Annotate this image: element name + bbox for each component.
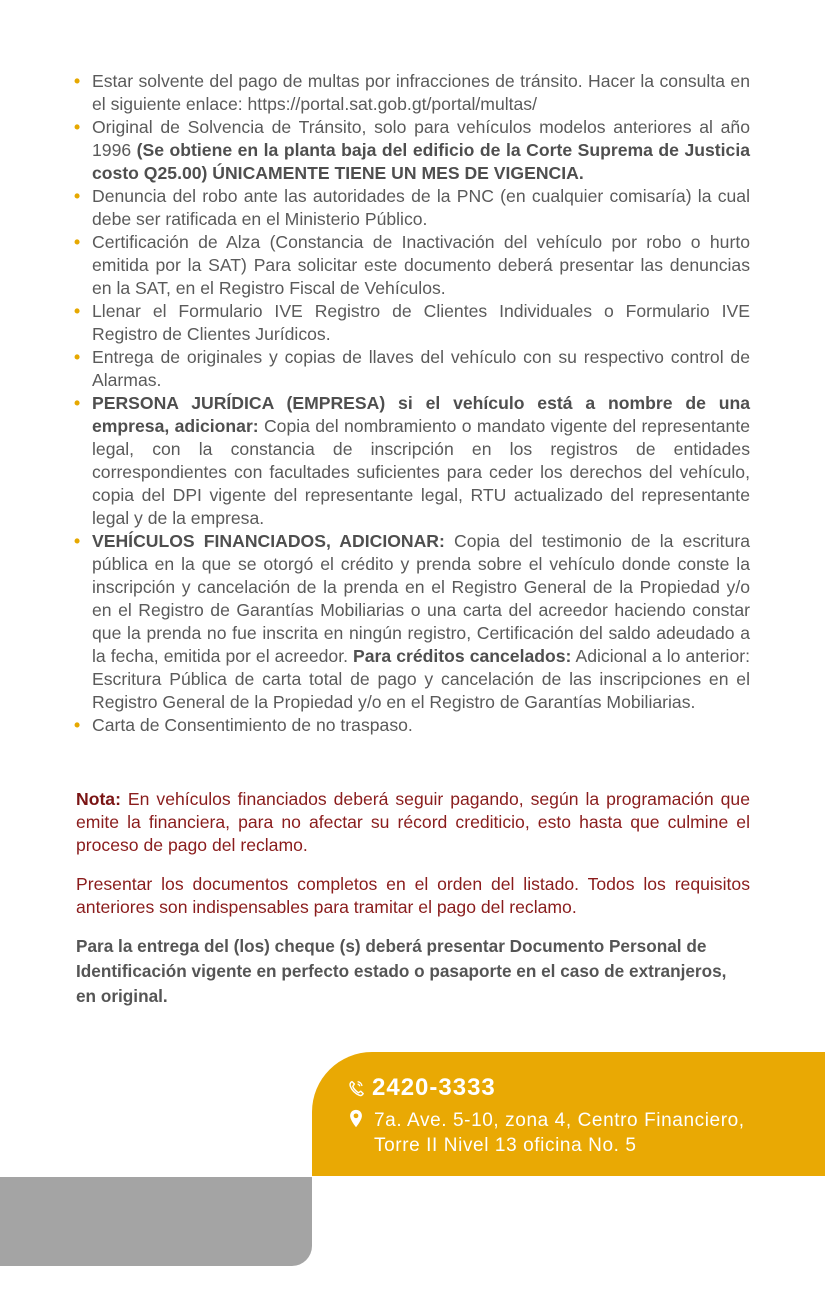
list-item bbox=[74, 70, 750, 116]
item-text: Denuncia del robo ante las autoridades de la PNC (en cualquier comisaría) la cual debe ser ratificada en el Ministerio Público. bbox=[92, 186, 750, 229]
phone-row bbox=[348, 1074, 496, 1102]
list-item-financiados bbox=[74, 530, 750, 714]
requirements-list bbox=[74, 70, 750, 737]
bullet-icon: • bbox=[74, 186, 81, 206]
item-text: Entrega de originales y copias de llaves del vehículo con su respectivo control de Alarmas. bbox=[92, 347, 750, 390]
item-text: Estar solvente del pago de multas por infracciones de tránsito. Hacer la consulta en el siguiente enlace: https://portal.sat.gob.gt/portal/multas/ bbox=[92, 71, 750, 114]
item-bold-text: (Se obtiene en la planta baja del edificio de la Corte Suprema de Justicia costo Q25.00) ÚNICAMENTE TIENE UN MES DE VIGENCIA. bbox=[92, 140, 750, 183]
bullet-icon: • bbox=[74, 301, 81, 321]
location-pin-icon bbox=[348, 1109, 364, 1129]
item-bold-text: PERSONA JURÍDICA (EMPRESA) si el vehículo está a nombre de una empresa, adicionar: bbox=[92, 393, 750, 436]
list-item bbox=[74, 300, 750, 346]
item-text: Adicional a lo anterior: Escritura Pública de carta total de pago y cancelación de las inscripciones en el Registro General de la Propiedad y/o en el Registro de Garantías Mobiliarias. bbox=[92, 646, 750, 712]
address-line-1: 7a. Ave. 5-10, zona 4, Centro Financiero, bbox=[374, 1110, 745, 1131]
list-item bbox=[74, 185, 750, 231]
address-text bbox=[374, 1108, 745, 1158]
address-row bbox=[348, 1108, 745, 1158]
bullet-icon: • bbox=[74, 117, 81, 137]
decorative-gray-block bbox=[0, 1177, 312, 1266]
item-text: Original de Solvencia de Tránsito, solo para vehículos modelos anteriores al año 1996 bbox=[92, 117, 750, 160]
item-text: Carta de Consentimiento de no traspaso. bbox=[92, 715, 413, 735]
list-item bbox=[74, 346, 750, 392]
item-text: Copia del testimonio de la escritura pública en la que se otorgó el crédito y prenda sobre el vehículo donde conste la inscripción y cancelación de la prenda en el Registro General de la Propiedad y/o en el Registro de Garantías Mobiliarias o una carta del acreedor haciendo constar que la prenda no fue inscrita en ningún registro, Certificación del saldo adeudado a la fecha, emitida por el acreedor. bbox=[92, 531, 751, 666]
presentar-paragraph: Presentar los documentos completos en el orden del listado. Todos los requisitos anteriores son indispensables para tramitar el pago del reclamo. bbox=[76, 874, 750, 917]
nota-paragraph bbox=[76, 788, 750, 857]
item-bold-text: VEHÍCULOS FINANCIADOS, ADICIONAR: bbox=[92, 531, 445, 551]
phone-number: 2420-3333 bbox=[372, 1074, 496, 1101]
bullet-icon: • bbox=[74, 715, 81, 735]
list-item bbox=[74, 231, 750, 300]
list-item-juridica bbox=[74, 392, 750, 530]
final-paragraph: Para la entrega del (los) cheque (s) deberá presentar Documento Personal de Identificación vigente en perfecto estado o pasaporte en el caso de extranjeros, en original. bbox=[76, 936, 727, 1006]
bullet-icon: • bbox=[74, 393, 81, 413]
address-line-2: Torre II Nivel 13 oficina No. 5 bbox=[374, 1135, 637, 1156]
item-text: Certificación de Alza (Constancia de Inactivación del vehículo por robo o hurto emitida por la SAT) Para solicitar este documento deberá presentar las denuncias en la SAT, en el Registro Fiscal de Vehículos. bbox=[92, 232, 750, 298]
item-text: Llenar el Formulario IVE Registro de Clientes Individuales o Formulario IVE Registro de Clientes Jurídicos. bbox=[92, 301, 750, 344]
bullet-icon: • bbox=[74, 71, 81, 91]
bullet-icon: • bbox=[74, 347, 81, 367]
list-item bbox=[74, 714, 750, 737]
bullet-icon: • bbox=[74, 232, 81, 252]
phone-icon bbox=[348, 1078, 364, 1098]
nota-label: Nota: bbox=[76, 789, 121, 809]
contact-box bbox=[312, 1052, 825, 1176]
item-bold-text: Para créditos cancelados: bbox=[353, 646, 572, 666]
item-text: Copia del nombramiento o mandato vigente del representante legal, con la constancia de inscripción en los registros de entidades correspondientes con facultades suficientes para ceder los derechos del vehículo, copia del DPI vigente del representante legal, RTU actualizado del representante legal y de la empresa. bbox=[92, 416, 751, 528]
list-item bbox=[74, 116, 750, 185]
nota-text: En vehículos financiados deberá seguir pagando, según la programación que emite la financiera, para no afectar su récord crediticio, esto hasta que culmine el proceso de pago del reclamo. bbox=[76, 789, 750, 855]
bullet-icon: • bbox=[74, 531, 81, 551]
